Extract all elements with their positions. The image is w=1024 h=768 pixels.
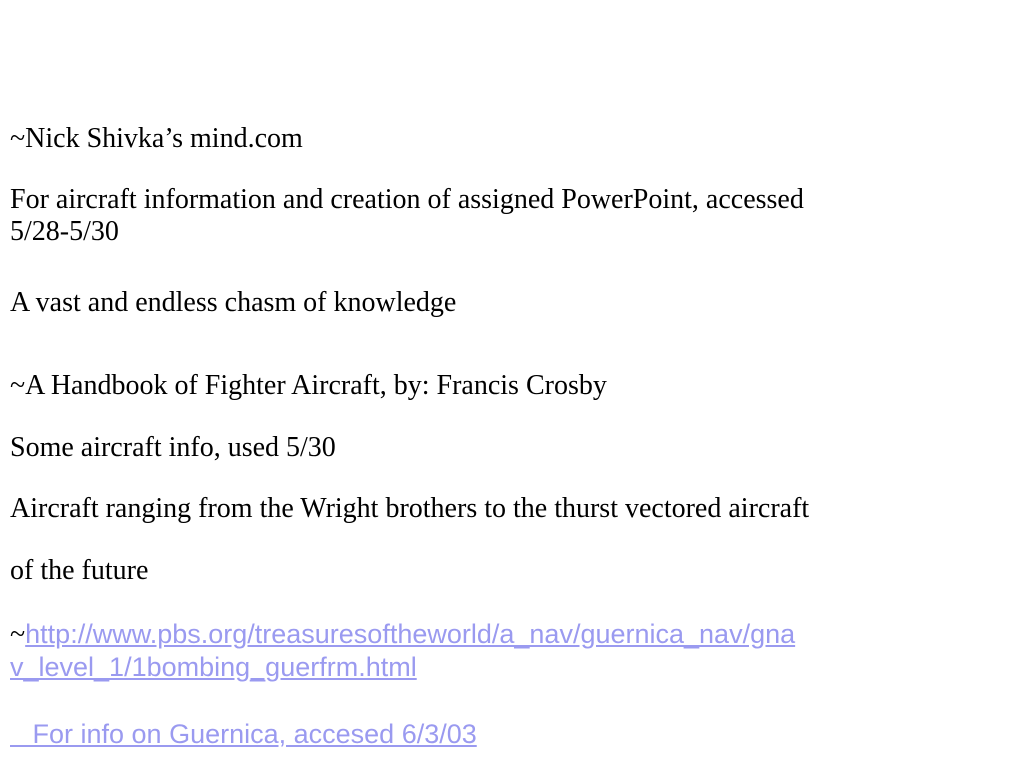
usage-aircraft-info-line1: For aircraft information and creation of assigned PowerPoint, accessed — [10, 184, 804, 215]
description-handbook-line1: Aircraft ranging from the Wright brothers to the thurst vectored aircraft — [10, 493, 810, 524]
pbs-url-link-line1[interactable]: http://www.pbs.org/treasuresoftheworld/a_nav/guernica_nav/gna — [25, 619, 796, 649]
usage-aircraft-info-line2: 5/28-5/30 — [10, 216, 119, 247]
citation-nick-shivka: ~Nick Shivka’s mind.com — [10, 123, 303, 154]
citation-prefix: ~ — [10, 619, 26, 650]
guernica-note-link[interactable]: For info on Guernica, accesed 6/3/03 — [10, 719, 477, 749]
usage-handbook: Some aircraft info, used 5/30 — [10, 432, 336, 463]
citation-handbook: ~A Handbook of Fighter Aircraft, by: Francis Crosby — [10, 370, 607, 401]
usage-aircraft-info — [10, 184, 804, 248]
citation-pbs-link — [10, 618, 795, 684]
guernica-note — [10, 718, 477, 751]
description-chasm: A vast and endless chasm of knowledge — [10, 287, 457, 318]
description-handbook-line2: of the future — [10, 555, 149, 586]
pbs-url-link-line2[interactable]: v_level_1/1bombing_guerfrm.html — [10, 652, 417, 682]
